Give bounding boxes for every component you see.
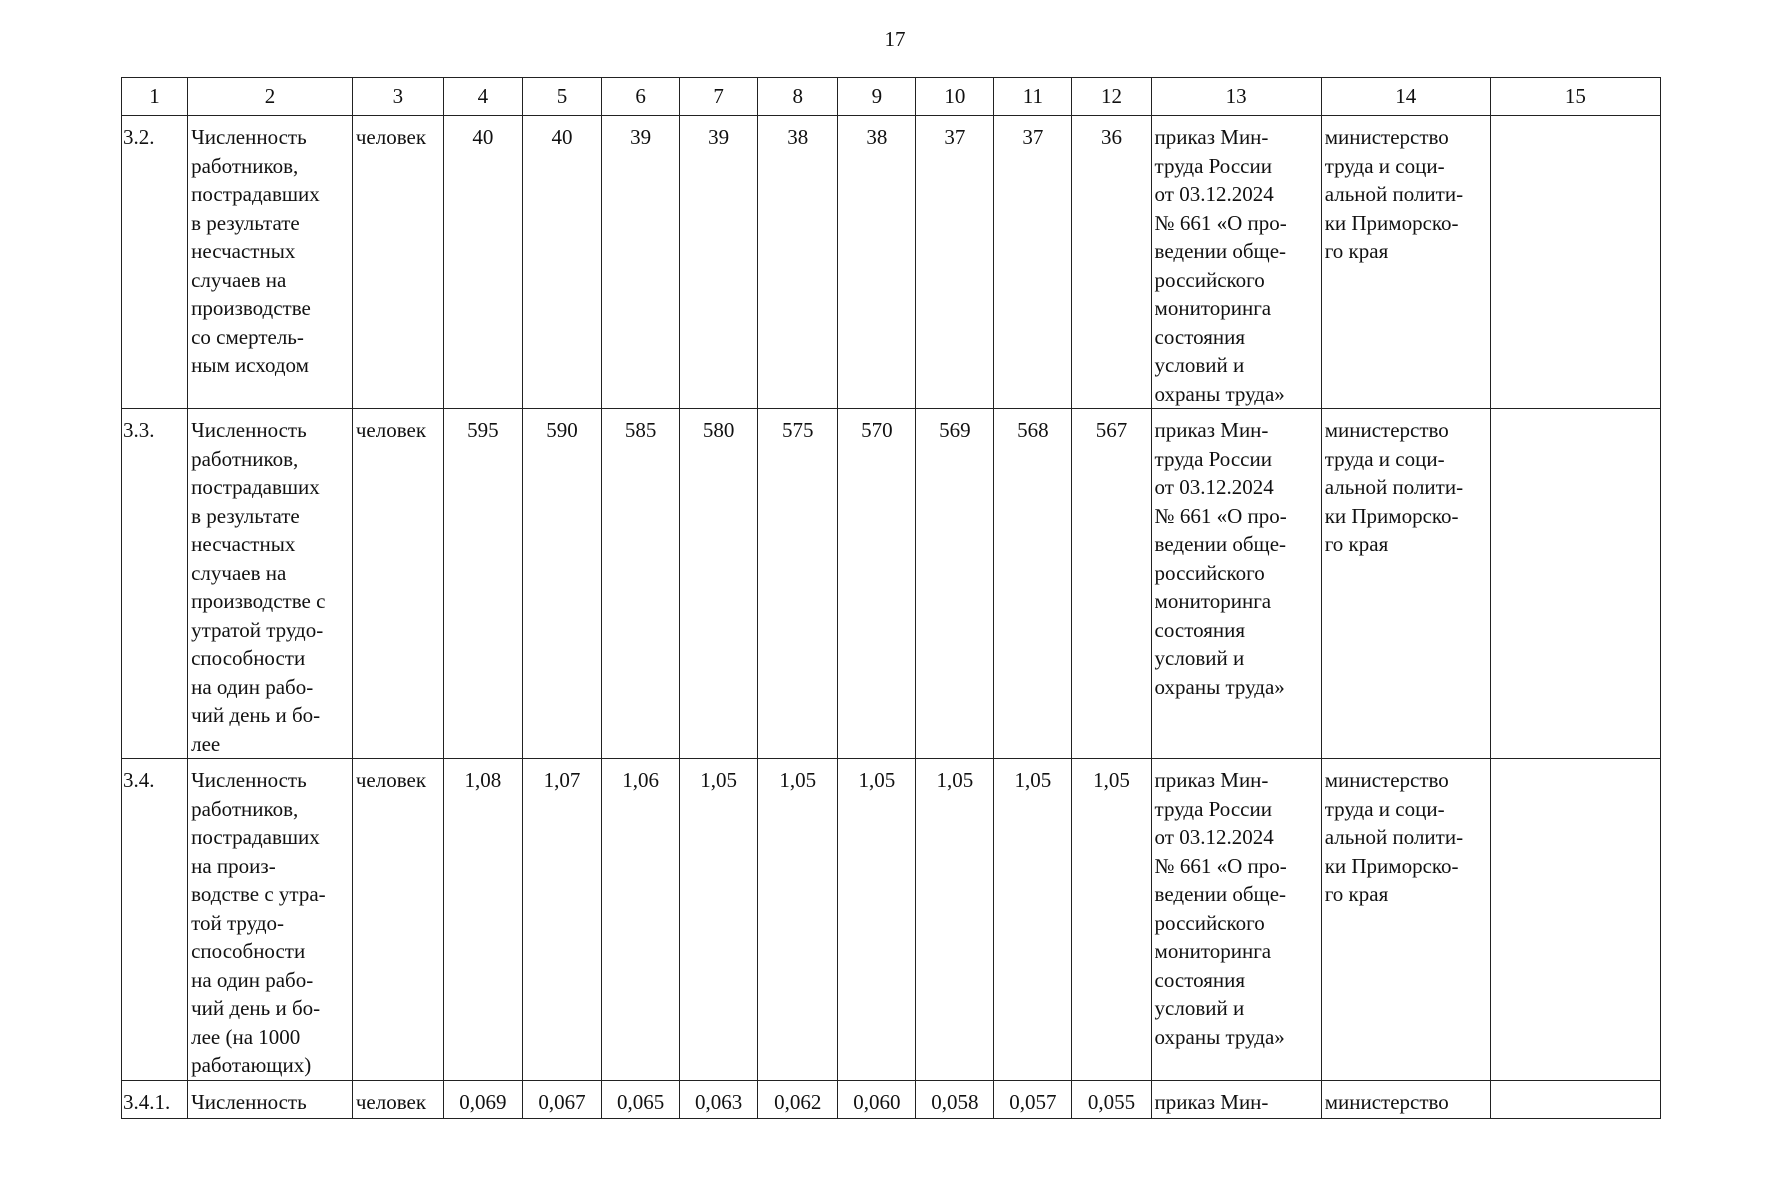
indicator-name-text: Численность работников, пострадавших на произ- водстве с утра- той трудо- способности на один рабо- чий день и бо- лее (на 1000 работающих) (191, 768, 326, 1077)
indicator-name-text: Численность работников, пострадавших в результате несчастных случаев на производстве со смертель- ным исходом (191, 125, 320, 377)
responsible-body-text: министерство труда и соци- альной полити- ки Приморско- го края (1324, 125, 1464, 263)
indicator-name (188, 409, 353, 759)
page-number: 17 (884, 27, 906, 51)
unit (352, 759, 443, 1081)
indicator-value (522, 759, 601, 1081)
indicator-value (994, 759, 1072, 1081)
indicator-value-text: 36 (1100, 125, 1122, 149)
indicator-value-text: 0,058 (931, 1089, 979, 1114)
legal-basis-text: приказ Мин- труда России от 03.12.2024 № 661 «О про- ведении обще- российского мониторинга состояния условий и охраны труда» (1154, 768, 1287, 1049)
indicator-value (838, 1080, 916, 1118)
indicator-value (522, 116, 601, 409)
indicator-value (680, 116, 758, 409)
responsible-body-text: министерство труда и соци- альной полити- ки Приморско- го края (1324, 418, 1464, 556)
legal-basis (1151, 1080, 1321, 1118)
indicator-value (1072, 759, 1151, 1081)
indicator-value (1072, 409, 1151, 759)
column-number: 14 (1321, 78, 1490, 116)
indicator-value (443, 116, 522, 409)
indicator-value (680, 1080, 758, 1118)
column-number: 4 (443, 78, 522, 116)
indicator-value-text: 569 (939, 418, 971, 442)
indicator-value-text: 37 (944, 125, 966, 149)
indicator-value-text: 1,07 (543, 768, 581, 792)
note (1490, 116, 1660, 409)
column-number: 12 (1072, 78, 1151, 116)
indicator-code-text: 3.2. (123, 125, 155, 149)
indicator-code (122, 116, 188, 409)
legal-basis-text: приказ Мин- труда России от 03.12.2024 № 661 «О про- ведении обще- российского мониторинга состояния условий и охраны труда» (1154, 418, 1287, 699)
column-number: 10 (916, 78, 994, 116)
indicator-name (188, 116, 353, 409)
indicator-value-text: 575 (782, 418, 814, 442)
note (1490, 409, 1660, 759)
indicator-value (443, 759, 522, 1081)
indicator-value-text: 40 (472, 125, 494, 149)
indicator-value-text: 39 (630, 125, 652, 149)
column-number: 15 (1490, 78, 1660, 116)
indicator-value-text: 570 (861, 418, 893, 442)
indicator-value-text: 38 (866, 125, 888, 149)
indicator-value (758, 409, 838, 759)
indicator-value-text: 1,05 (779, 768, 817, 792)
indicator-value-text: 1,05 (1014, 768, 1052, 792)
indicators-table (121, 77, 1661, 1119)
indicator-value-text: 37 (1022, 125, 1044, 149)
indicator-code-text: 3.4. (123, 768, 155, 792)
indicator-value-text: 590 (546, 418, 578, 442)
indicator-value-text: 580 (702, 418, 735, 442)
indicator-value (838, 116, 916, 409)
indicator-value (994, 1080, 1072, 1118)
indicator-value (602, 759, 680, 1081)
indicator-value-text: 0,062 (774, 1089, 822, 1114)
legal-basis (1151, 116, 1321, 409)
indicator-value (602, 409, 680, 759)
indicator-value (602, 116, 680, 409)
indicator-code-text: 3.3. (123, 418, 155, 442)
indicator-value (758, 116, 838, 409)
indicator-value (680, 409, 758, 759)
indicator-value (916, 1080, 994, 1118)
indicator-value-text: 0,060 (853, 1089, 901, 1114)
indicator-value (916, 759, 994, 1081)
table-row (122, 759, 1661, 1081)
indicator-code (122, 759, 188, 1081)
indicator-value-text: 0,055 (1087, 1089, 1136, 1114)
indicator-value (1072, 1080, 1151, 1118)
column-number: 13 (1151, 78, 1321, 116)
indicator-name (188, 759, 353, 1081)
indicator-value (602, 1080, 680, 1118)
responsible-body (1321, 116, 1490, 409)
indicator-value-text: 0,067 (538, 1089, 586, 1114)
indicator-value-text: 39 (708, 125, 730, 149)
table-row (122, 409, 1661, 759)
indicator-value-text: 1,08 (464, 768, 502, 792)
indicator-value-text: 595 (467, 418, 499, 442)
table-row (122, 116, 1661, 409)
responsible-body (1321, 759, 1490, 1081)
indicator-name (188, 1080, 353, 1118)
column-number: 6 (602, 78, 680, 116)
indicator-value-text: 0,065 (616, 1089, 665, 1114)
legal-basis-text: приказ Мин- труда России от 03.12.2024 № 661 «О про- ведении обще- российского мониторинга состояния условий и охраны труда» (1154, 125, 1287, 406)
indicator-value (758, 1080, 838, 1118)
unit-text: человек (355, 125, 427, 149)
column-number: 1 (122, 78, 188, 116)
responsible-body (1321, 1080, 1490, 1118)
indicator-code (122, 409, 188, 759)
indicator-value (758, 759, 838, 1081)
indicator-code-text: 3.4.1. (123, 1089, 171, 1114)
column-number: 3 (352, 78, 443, 116)
indicator-name-text: Численность работников, пострадавших в результате несчастных случаев на производстве с утратой трудо- способности на один рабо- чий день и бо- лее (191, 418, 326, 756)
legal-basis (1151, 759, 1321, 1081)
legal-basis (1151, 409, 1321, 759)
indicator-value (522, 1080, 601, 1118)
indicator-value-text: 0,069 (459, 1089, 507, 1114)
indicator-value-text: 1,05 (700, 768, 738, 792)
column-number-row (122, 78, 1661, 116)
column-number: 2 (188, 78, 353, 116)
indicator-value-text: 1,06 (622, 768, 659, 792)
indicator-value (994, 116, 1072, 409)
indicator-name-text: Численность (191, 1089, 307, 1114)
indicator-value (443, 1080, 522, 1118)
unit-text: человек (355, 418, 427, 442)
indicator-value-text: 1,05 (1093, 768, 1130, 792)
indicator-code (122, 1080, 188, 1118)
indicator-value (916, 116, 994, 409)
indicator-value-text: 0,057 (1009, 1089, 1057, 1114)
table-row (122, 1080, 1661, 1118)
indicator-value (838, 409, 916, 759)
indicator-value-text: 40 (551, 125, 573, 149)
unit-text: человек (355, 768, 427, 792)
indicator-value (522, 409, 601, 759)
indicator-value-text: 0,063 (695, 1089, 743, 1114)
column-number: 5 (522, 78, 601, 116)
indicator-value-text: 1,05 (936, 768, 974, 792)
column-number: 7 (680, 78, 758, 116)
note (1490, 1080, 1660, 1118)
responsible-body-text: министерство (1324, 1089, 1449, 1114)
document-sheet (121, 77, 1661, 1114)
indicator-value (1072, 116, 1151, 409)
indicator-value-text: 38 (787, 125, 809, 149)
column-number: 11 (994, 78, 1072, 116)
indicator-value (994, 409, 1072, 759)
indicator-value-text: 585 (624, 418, 657, 442)
responsible-body (1321, 409, 1490, 759)
unit (352, 409, 443, 759)
note (1490, 759, 1660, 1081)
responsible-body-text: министерство труда и соци- альной полити- ки Приморско- го края (1324, 768, 1464, 906)
indicator-value-text: 567 (1095, 418, 1128, 442)
indicator-value (443, 409, 522, 759)
column-number: 8 (758, 78, 838, 116)
column-number: 9 (838, 78, 916, 116)
unit (352, 116, 443, 409)
unit-text: человек (355, 1089, 427, 1114)
indicator-value (838, 759, 916, 1081)
legal-basis-text: приказ Мин- (1154, 1089, 1269, 1114)
indicator-value (680, 759, 758, 1081)
indicator-value (916, 409, 994, 759)
unit (352, 1080, 443, 1118)
indicator-value-text: 568 (1017, 418, 1049, 442)
indicator-value-text: 1,05 (858, 768, 896, 792)
